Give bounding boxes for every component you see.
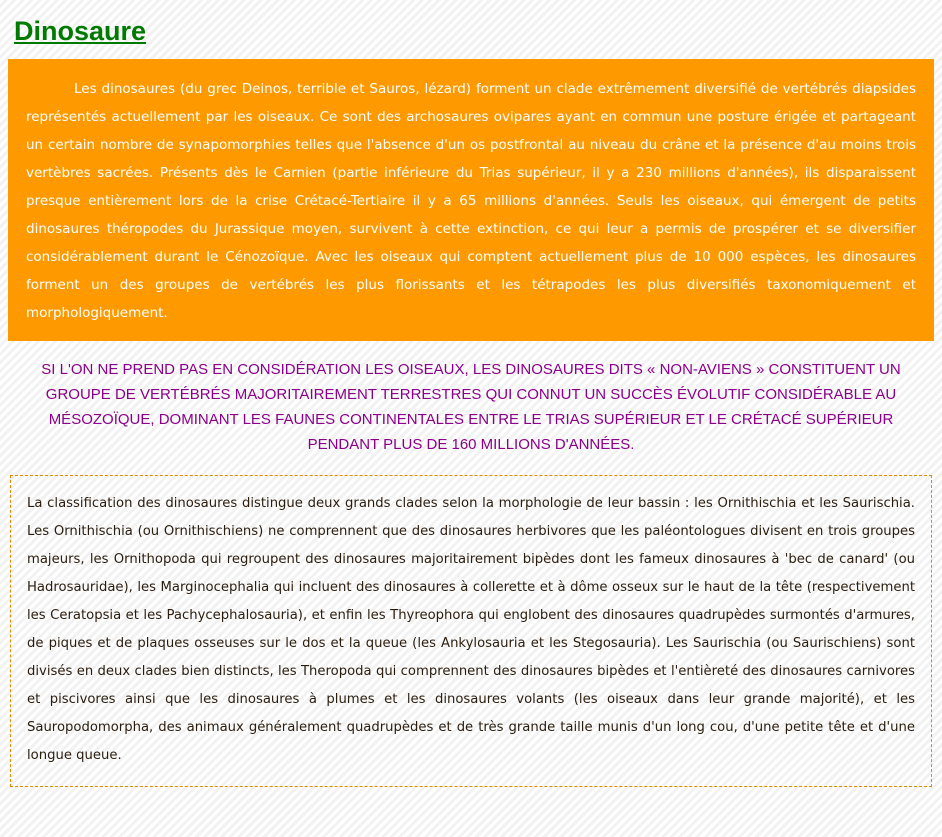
classification-paragraph: La classification des dinosaures distingue deux grands clades selon la morphologie de leur bassin : les Ornithischia et les Saurischia. Les Ornithischia (ou Ornithischiens) ne comprennent que des dinosaures herbivores que les paléontologues divisent en trois groupes majeurs, les Ornithopoda qui regroupent des dinosaures majoritairement bipèdes dont les fameux dinosaures à 'bec de canard' (ou Hadrosauridae), les Marginocephalia qui incluent des dinosaures à collerette et à dôme osseux sur le haut de la tête (respectivement les Ceratopsia et les Pachycephalosauria), et enfin les Thyreophora qui englobent des dinosaures quadrupèdes surmontés d'armures, de piques et de plaques osseuses sur le dos et la queue (les Ankylosauria et les Stegosauria). Les Saurischia (ou Saurischiens) sont divisés en deux clades bien distincts, les Theropoda qui comprennent des dinosaures bipèdes et l'entièreté des dinosaures carnivores et piscivores ainsi que les dinosaures à plumes et les dinosaures volants (les oiseaux dans leur grande majorité), et les Sauropodomorpha, des animaux généralement quadrupèdes et de très grande taille munis d'un long cou, d'une petite tête et d'une longue queue. (27, 496, 915, 763)
intro-paragraph: Les dinosaures (du grec Deinos, terrible et Sauros, lézard) forment un clade extrêmement diversifié de vertébrés diapsides représentés actuellement par les oiseaux. Ce sont des archosaures ovipares ayant en commun une posture érigée et partageant un certain nombre de synapomorphies telles que l'absence d'un os postfrontal au niveau du crâne et la présence d'au moins trois vertèbres sacrées. Présents dès le Carnien (partie inférieure du Trias supérieur, il y a 230 millions d'années), ils disparaissent presque entièrement lors de la crise Crétacé-Tertiaire il y a 65 millions d'années. Seuls les oiseaux, qui émergent de petits dinosaures théropodes du Jurassique moyen, survivent à cette extinction, ce qui leur a permis de prospérer et se diversifier considérablement durant le Cénozoïque. Avec les oiseaux qui comptent actuellement plus de 10 000 espèces, les dinosaures forment un des groupes de vertébrés les plus florissants et les tétrapodes les plus diversifiés taxonomiquement et morphologiquement. (26, 81, 916, 321)
highlight-statement: SI L'ON NE PREND PAS EN CONSIDÉRATION LES OISEAUX, LES DINOSAURES DITS « NON-AVIENS » CONSTITUENT UN GROUPE DE VERTÉBRÉS MAJORITAIREMENT TERRESTRES QUI CONNUT UN SUCCÈS ÉVOLUTIF CONSIDÉRABLE AU MÉSOZOÏQUE, DOMINANT LES FAUNES CONTINENTALES ENTRE LE TRIAS SUPÉRIEUR ET LE CRÉTACÉ SUPÉRIEUR PENDANT PLUS DE 160 MILLIONS D'ANNÉES. (41, 361, 901, 453)
intro-callout-box (8, 59, 934, 341)
classification-box (10, 475, 932, 787)
page-title: Dinosaure (14, 16, 147, 46)
